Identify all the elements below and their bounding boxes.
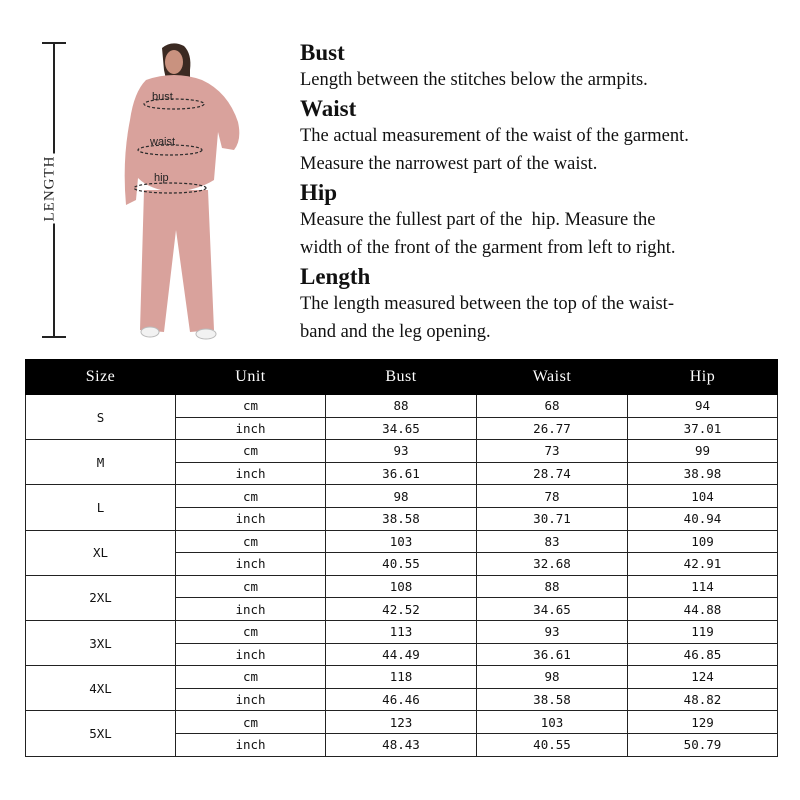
unit-cell: inch	[176, 553, 326, 576]
length-marker	[22, 40, 78, 340]
unit-cell: inch	[176, 643, 326, 666]
waist-inch-cell: 32.68	[477, 553, 628, 576]
unit-cell: cm	[176, 575, 326, 598]
waist-inch-cell: 38.58	[477, 688, 628, 711]
waist-heading: Waist	[300, 96, 357, 121]
bust-inch-cell: 34.65	[326, 417, 477, 440]
measurement-descriptions	[300, 40, 795, 348]
waist-text-line-2: Measure the narrowest part of the waist.	[300, 154, 598, 174]
hip-cm-cell: 119	[628, 620, 778, 643]
hip-text-line-2: width of the front of the garment from left to right.	[300, 238, 676, 258]
hip-cm-cell: 129	[628, 711, 778, 734]
size-table	[25, 359, 778, 757]
table-row	[26, 395, 778, 418]
unit-cell: cm	[176, 711, 326, 734]
bust-cm-cell: 113	[326, 620, 477, 643]
hip-tag: hip	[154, 172, 169, 184]
length-label: LENGTH	[41, 155, 58, 222]
hip-inch-cell: 46.85	[628, 643, 778, 666]
hip-cm-cell: 114	[628, 575, 778, 598]
hip-inch-cell: 38.98	[628, 462, 778, 485]
unit-cell: inch	[176, 507, 326, 530]
length-text-line-1: The length measured between the top of the waist-	[300, 294, 674, 314]
table-header-row	[26, 360, 778, 395]
bust-cm-cell: 118	[326, 666, 477, 689]
hip-cm-cell: 109	[628, 530, 778, 553]
table-row	[26, 440, 778, 463]
waist-description	[300, 96, 795, 178]
table-row	[26, 485, 778, 508]
unit-cell: cm	[176, 485, 326, 508]
waist-cm-cell: 98	[477, 666, 628, 689]
waist-inch-cell: 28.74	[477, 462, 628, 485]
waist-inch-cell: 30.71	[477, 507, 628, 530]
size-chart	[25, 359, 777, 757]
length-text-line-2: band and the leg opening.	[300, 322, 491, 342]
size-cell: 3XL	[26, 620, 176, 665]
size-cell: L	[26, 485, 176, 530]
size-cell: S	[26, 395, 176, 440]
bust-inch-cell: 42.52	[326, 598, 477, 621]
waist-tag: waist	[150, 136, 176, 148]
size-cell: 4XL	[26, 666, 176, 711]
unit-cell: inch	[176, 688, 326, 711]
model-figure	[110, 40, 250, 345]
waist-inch-cell: 40.55	[477, 733, 628, 756]
hip-text-line-1: Measure the fullest part of the hip. Measure the	[300, 210, 656, 230]
bust-cm-cell: 93	[326, 440, 477, 463]
length-marker-bottom-cap	[42, 336, 66, 338]
header-bust: Bust	[326, 360, 477, 395]
bust-inch-cell: 44.49	[326, 643, 477, 666]
bust-text-line-1: Length between the stitches below the armpits.	[300, 70, 648, 90]
waist-cm-cell: 78	[477, 485, 628, 508]
table-row	[26, 666, 778, 689]
hip-cm-cell: 94	[628, 395, 778, 418]
unit-cell: cm	[176, 440, 326, 463]
bust-cm-cell: 88	[326, 395, 477, 418]
unit-cell: cm	[176, 530, 326, 553]
unit-cell: inch	[176, 417, 326, 440]
unit-cell: cm	[176, 395, 326, 418]
bust-heading: Bust	[300, 40, 345, 65]
bust-tag: bust	[152, 91, 173, 103]
length-heading: Length	[300, 264, 371, 289]
bust-inch-cell: 38.58	[326, 507, 477, 530]
waist-inch-cell: 34.65	[477, 598, 628, 621]
hip-cm-cell: 99	[628, 440, 778, 463]
hip-cm-cell: 124	[628, 666, 778, 689]
waist-cm-cell: 83	[477, 530, 628, 553]
header-waist: Waist	[477, 360, 628, 395]
table-row	[26, 620, 778, 643]
header-hip: Hip	[628, 360, 778, 395]
bust-cm-cell: 103	[326, 530, 477, 553]
waist-cm-cell: 68	[477, 395, 628, 418]
bust-inch-cell: 36.61	[326, 462, 477, 485]
hip-inch-cell: 40.94	[628, 507, 778, 530]
bust-inch-cell: 46.46	[326, 688, 477, 711]
hip-inch-cell: 48.82	[628, 688, 778, 711]
header-unit: Unit	[176, 360, 326, 395]
hip-heading: Hip	[300, 180, 338, 205]
hip-inch-cell: 50.79	[628, 733, 778, 756]
size-cell: 2XL	[26, 575, 176, 620]
waist-cm-cell: 88	[477, 575, 628, 598]
bust-inch-cell: 40.55	[326, 553, 477, 576]
waist-cm-cell: 103	[477, 711, 628, 734]
unit-cell: cm	[176, 666, 326, 689]
waist-cm-cell: 93	[477, 620, 628, 643]
waist-inch-cell: 36.61	[477, 643, 628, 666]
bust-inch-cell: 48.43	[326, 733, 477, 756]
waist-inch-cell: 26.77	[477, 417, 628, 440]
hip-description	[300, 180, 795, 262]
hip-inch-cell: 44.88	[628, 598, 778, 621]
length-description	[300, 264, 795, 346]
table-row	[26, 575, 778, 598]
bust-cm-cell: 98	[326, 485, 477, 508]
waist-text-line-1: The actual measurement of the waist of the garment.	[300, 126, 689, 146]
size-cell: XL	[26, 530, 176, 575]
unit-cell: inch	[176, 733, 326, 756]
bust-cm-cell: 123	[326, 711, 477, 734]
bust-cm-cell: 108	[326, 575, 477, 598]
model-illustration	[110, 40, 250, 345]
hip-inch-cell: 37.01	[628, 417, 778, 440]
unit-cell: inch	[176, 462, 326, 485]
hip-inch-cell: 42.91	[628, 553, 778, 576]
bust-description	[300, 40, 795, 94]
table-body	[26, 395, 778, 757]
waist-cm-cell: 73	[477, 440, 628, 463]
size-cell: 5XL	[26, 711, 176, 756]
hip-cm-cell: 104	[628, 485, 778, 508]
unit-cell: inch	[176, 598, 326, 621]
size-cell: M	[26, 440, 176, 485]
unit-cell: cm	[176, 620, 326, 643]
header-size: Size	[26, 360, 176, 395]
table-row	[26, 711, 778, 734]
table-row	[26, 530, 778, 553]
